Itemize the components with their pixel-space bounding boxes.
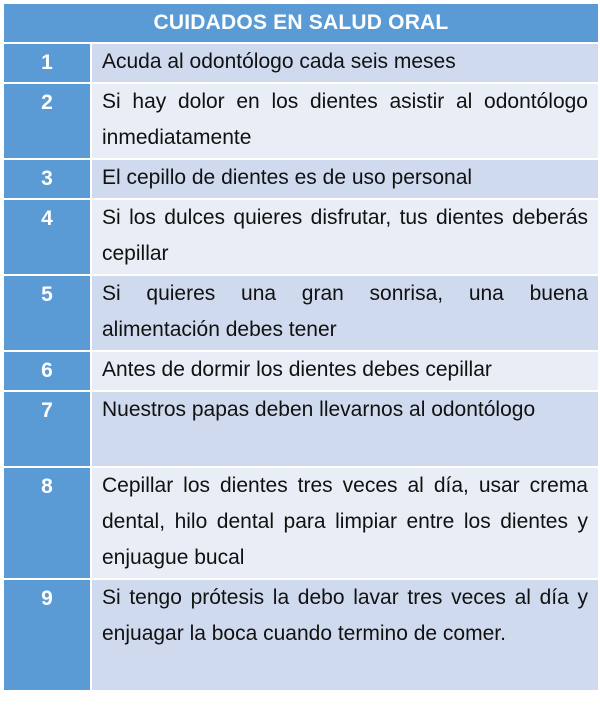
row-number: 1 <box>3 43 91 83</box>
row-text: Si hay dolor en los dientes asistir al odontólogo inmediatamente <box>91 83 599 159</box>
row-number: 5 <box>3 275 91 351</box>
table-title: CUIDADOS EN SALUD ORAL <box>3 3 599 43</box>
table-row <box>3 83 599 159</box>
oral-health-care-table <box>2 2 600 692</box>
row-number: 4 <box>3 199 91 275</box>
row-text: Si quieres una gran sonrisa, una buena alimentación debes tener <box>91 275 599 351</box>
row-text: Si los dulces quieres disfrutar, tus dientes deberás cepillar <box>91 199 599 275</box>
row-text: Antes de dormir los dientes debes cepillar <box>91 351 599 391</box>
table-row <box>3 467 599 579</box>
row-number: 7 <box>3 391 91 467</box>
row-text: El cepillo de dientes es de uso personal <box>91 159 599 199</box>
row-number: 8 <box>3 467 91 579</box>
row-text: Cepillar los dientes tres veces al día, usar crema dental, hilo dental para limpiar entre los dientes y enjuague bucal <box>91 467 599 579</box>
table-row <box>3 199 599 275</box>
row-text: Nuestros papas deben llevarnos al odontólogo <box>91 391 599 467</box>
table-row <box>3 275 599 351</box>
row-text: Si tengo prótesis la debo lavar tres veces al día y enjuagar la boca cuando termino de comer. <box>91 579 599 691</box>
row-number: 9 <box>3 579 91 691</box>
row-text: Acuda al odontólogo cada seis meses <box>91 43 599 83</box>
table-row <box>3 159 599 199</box>
row-number: 3 <box>3 159 91 199</box>
row-number: 2 <box>3 83 91 159</box>
table-row <box>3 579 599 691</box>
row-number: 6 <box>3 351 91 391</box>
table-header-row <box>3 3 599 43</box>
table-row <box>3 43 599 83</box>
table-row <box>3 351 599 391</box>
table-row <box>3 391 599 467</box>
